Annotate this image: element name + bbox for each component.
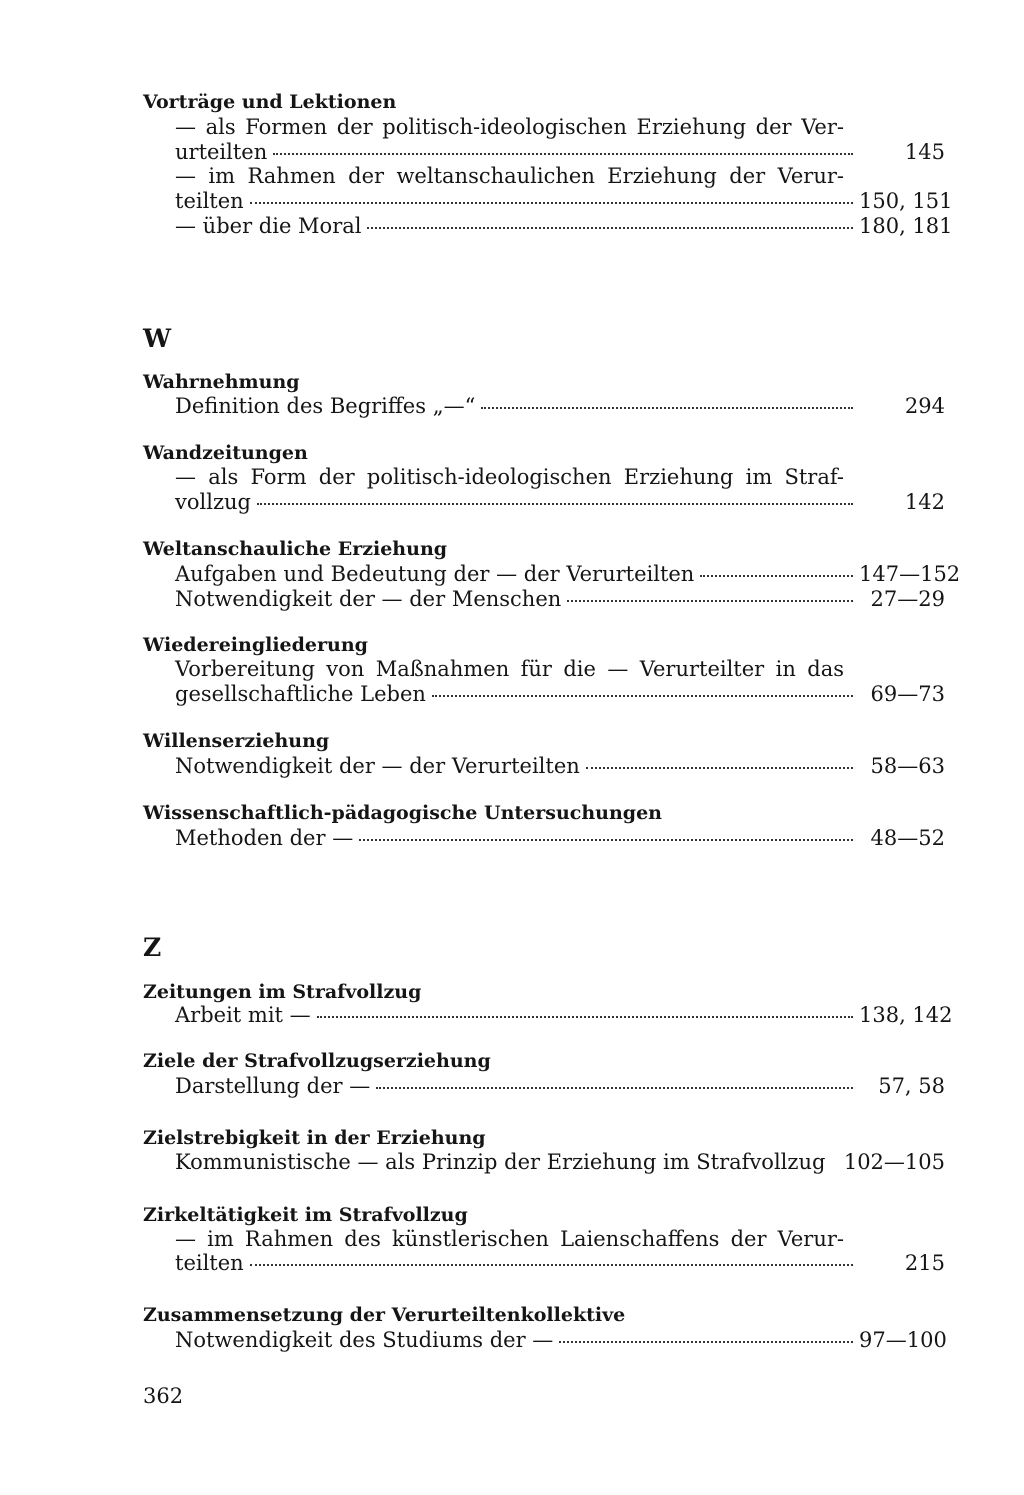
subentry-row (175, 1002, 953, 1028)
dot-leader (257, 503, 853, 505)
subentry-row (175, 1250, 945, 1276)
entry-heading: Wiedereingliederung (143, 634, 368, 656)
dot-leader (586, 767, 853, 769)
page-reference: 150, 151 (859, 189, 953, 213)
page-reference: 215 (904, 1251, 945, 1275)
entry-heading: Vorträge und Lektionen (143, 91, 397, 113)
subentry-row (175, 188, 953, 214)
entry-heading: Willenserziehung (143, 730, 330, 752)
page-reference: 138, 142 (859, 1003, 953, 1027)
page-reference: 48—52 (870, 826, 945, 850)
page-reference: 69—73 (870, 682, 945, 706)
subentry-row (175, 681, 945, 707)
dot-leader (273, 153, 853, 155)
entry-heading: Wahrnehmung (143, 371, 300, 393)
page-reference: 97—100 (859, 1328, 947, 1352)
entry-heading: Ziele der Strafvollzugserziehung (143, 1050, 491, 1072)
page-reference: 147—152 (859, 562, 961, 586)
page-reference: 294 (904, 394, 945, 418)
subentry-row (175, 139, 945, 165)
dot-leader (376, 1087, 853, 1089)
subentry-text: Kommunistische — als Prinzip der Erziehung im Strafvollzug (175, 1150, 826, 1174)
subentry-text: teilten (175, 189, 244, 213)
subentry-text: Notwendigkeit der — der Menschen (175, 587, 562, 611)
section-letter: Z (143, 933, 162, 962)
dot-leader (559, 1341, 853, 1343)
page-reference: 145 (904, 140, 945, 164)
entry-heading: Zirkeltätigkeit im Strafvollzug (143, 1204, 468, 1226)
page-reference: 27—29 (870, 587, 945, 611)
subentry-row (175, 489, 945, 515)
subentry-text: Vorbereitung von Maßnahmen für die — Verurteilter in das (175, 657, 844, 681)
page-reference: 102—105 (843, 1150, 945, 1174)
subentry-text: — als Formen der politisch-ideologischen Erziehung der Ver- (175, 115, 844, 139)
subentry-text: Notwendigkeit der — der Verurteilten (175, 754, 580, 778)
dot-leader (432, 695, 853, 697)
subentry-row (175, 753, 945, 779)
subentry-row (175, 825, 945, 851)
dot-leader (700, 575, 853, 577)
dot-leader (359, 839, 853, 841)
page-reference: 142 (904, 490, 945, 514)
subentry-row (175, 586, 945, 612)
entry-heading: Wissenschaftlich-pädagogische Untersuchungen (143, 802, 662, 824)
subentry-text: Notwendigkeit des Studiums der — (175, 1328, 554, 1352)
dot-leader (567, 600, 853, 602)
dot-leader (250, 202, 853, 204)
page-reference: 180, 181 (859, 214, 953, 238)
subentry-text: — über die Moral (175, 214, 362, 238)
subentry-text: Arbeit mit — (175, 1003, 311, 1027)
entry-heading: Zusammensetzung der Verurteiltenkollektive (143, 1304, 626, 1326)
subentry-row (175, 1149, 945, 1175)
subentry-text: Darstellung der — (175, 1074, 371, 1098)
entry-heading: Zeitungen im Strafvollzug (143, 981, 422, 1003)
subentry-text: Methoden der — (175, 826, 354, 850)
subentry-row (175, 393, 945, 419)
entry-heading: Zielstrebigkeit in der Erziehung (143, 1127, 486, 1149)
section-letter: W (143, 324, 172, 353)
entry-heading: Weltanschauliche Erziehung (143, 538, 448, 560)
subentry-text: teilten (175, 1251, 244, 1275)
subentry-text: Definition des Begriffes „—“ (175, 394, 476, 418)
subentry-row (175, 1327, 945, 1353)
dot-leader (317, 1016, 853, 1018)
subentry-row (175, 561, 961, 587)
page-number: 362 (143, 1384, 184, 1408)
page-reference: 58—63 (870, 754, 945, 778)
subentry-text: — im Rahmen der weltanschaulichen Erziehung der Verur- (175, 164, 844, 188)
subentry-row (175, 1073, 945, 1099)
subentry-text: vollzug (175, 490, 251, 514)
dot-leader (481, 407, 853, 409)
entry-heading: Wandzeitungen (143, 442, 308, 464)
subentry-text: — im Rahmen des künstlerischen Laienschaffens der Verur- (175, 1227, 844, 1251)
dot-leader (250, 1264, 853, 1266)
page-reference: 57, 58 (878, 1074, 945, 1098)
subentry-row (175, 213, 953, 239)
dot-leader (367, 227, 853, 229)
subentry-text: urteilten (175, 140, 268, 164)
subentry-text: — als Form der politisch-ideologischen Erziehung im Straf- (175, 465, 844, 489)
subentry-text: Aufgaben und Bedeutung der — der Verurteilten (175, 562, 695, 586)
subentry-text: gesellschaftliche Leben (175, 682, 426, 706)
